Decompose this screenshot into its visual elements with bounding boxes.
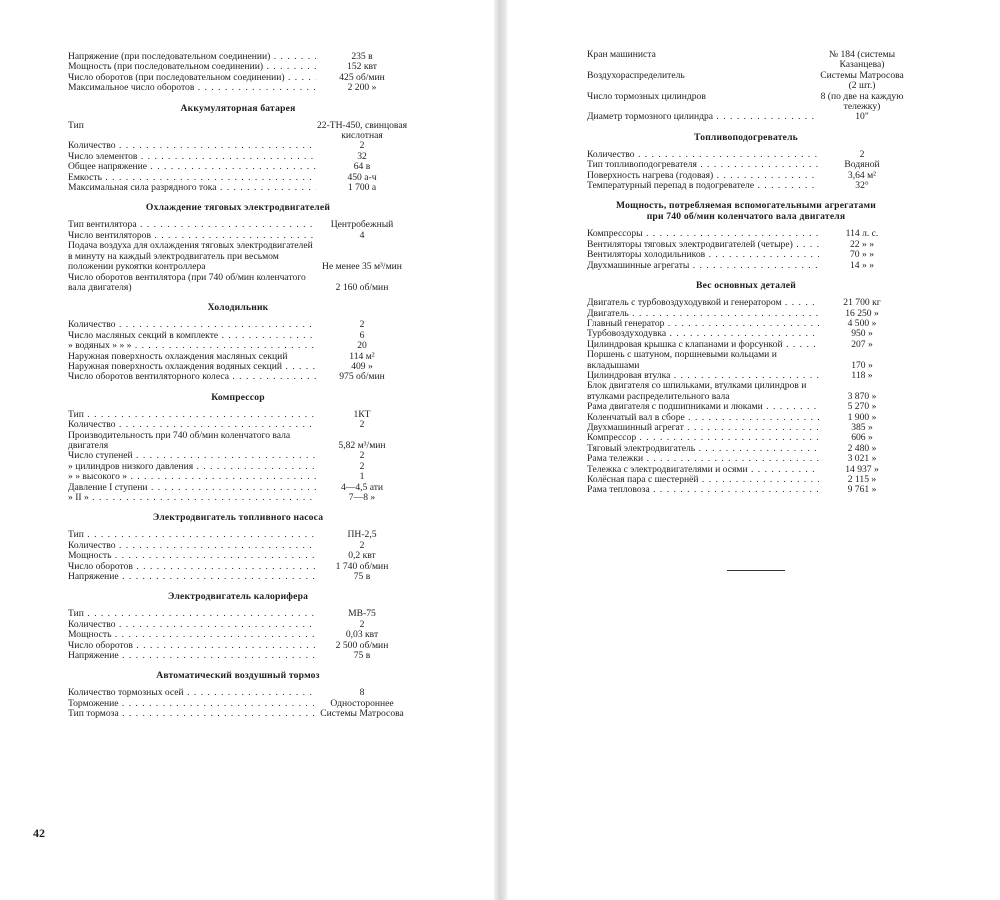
spec-value: Системы Матросова <box>320 708 404 720</box>
spec-label: Поршень с шатуном, поршневыми кольцами и вкладышами <box>587 349 777 371</box>
fuel-heater-specs-list <box>587 150 905 192</box>
spec-row <box>68 273 408 294</box>
spec-value: 0,2 квт <box>348 550 376 562</box>
spec-label: Рама тележки . . . <box>587 454 819 464</box>
spec-label: Колёсная пара с шестернёй . . . <box>587 475 819 485</box>
spec-label: Температурный перепад в подогревателе . . . <box>587 181 819 191</box>
heater-motor-specs-list <box>68 609 408 661</box>
spec-value: 4 500 » <box>847 317 877 329</box>
brake-equipment-list <box>587 50 905 123</box>
section-end-rule <box>727 570 785 571</box>
spec-value: 64 в <box>353 161 371 173</box>
spec-row <box>68 431 408 452</box>
spec-label: Компрессоры . . . <box>587 229 819 239</box>
spec-label: Мощность . . . <box>68 630 316 640</box>
section-heading-fuel-heater: Топливоподогреватель <box>694 131 798 143</box>
right-page <box>505 0 1000 900</box>
spec-value: 22-ТН-450, свинцовая кислотная <box>316 119 408 142</box>
spec-value: 21 700 кг <box>843 297 881 309</box>
spec-row <box>587 381 905 402</box>
spec-label: Число оборотов (при последовательном соединении) . . . <box>68 73 316 83</box>
spec-row <box>68 241 408 272</box>
spec-row <box>587 92 905 113</box>
spec-value: 4 <box>359 229 365 241</box>
spec-value: 152 квт <box>347 61 377 73</box>
spec-row <box>68 451 408 461</box>
spec-label: Тип вентилятора . . . <box>68 220 316 230</box>
spec-label: Тип тормоза . . . <box>68 709 316 719</box>
section-heading-pump-motor: Электродвигатель топливного насоса <box>152 512 324 524</box>
spec-value: 6 <box>359 329 365 341</box>
spec-value: 1 740 об/мин <box>335 560 389 572</box>
spec-value: 3,64 м² <box>847 169 877 181</box>
spec-label: Тип . . . <box>68 410 316 420</box>
spec-label: Вентиляторы тяговых электродвигателей (четыре) . . . <box>587 240 819 250</box>
spec-label: Воздухораспределитель <box>587 69 685 81</box>
spec-label: Максимальная сила разрядного тока . . . <box>68 183 316 193</box>
spec-value: 118 » <box>851 369 873 381</box>
spec-label: Число оборотов вентилятора (при 740 об/мин коленчатого вала двигателя) <box>68 271 306 293</box>
spec-row <box>587 181 905 191</box>
spec-value: 2 480 » <box>847 442 877 454</box>
section-heading-fridge: Холодильник <box>207 302 269 314</box>
spec-value: 2 500 об/мин <box>335 639 389 651</box>
spec-label: Количество . . . <box>68 320 316 330</box>
spec-value: 1 900 » <box>847 411 877 423</box>
spec-value: 3 021 » <box>847 453 877 465</box>
spec-value: 1КТ <box>353 408 371 420</box>
spec-label: Двухмашинные агрегаты . . . <box>587 261 819 271</box>
section-heading-line: Мощность, потребляемая вспомогательными агрегатами <box>616 200 876 212</box>
section-heading-cooling: Охлаждение тяговых электродвигателей <box>145 202 331 214</box>
spec-label: » » высокого » . . . <box>68 472 316 482</box>
spec-label: Двухмашинный агрегат . . . <box>587 423 819 433</box>
spec-row <box>587 50 905 71</box>
spec-value: 207 » <box>851 338 873 350</box>
compressor-specs-list <box>68 410 408 504</box>
spec-label: Число ступеней . . . <box>68 451 316 461</box>
spec-value: 10" <box>855 111 869 123</box>
spec-label: Число элементов . . . <box>68 152 316 162</box>
spec-label: Количество . . . <box>68 141 316 151</box>
section-heading-heater-motor: Электродвигатель калорифера <box>167 591 309 603</box>
spec-value: 606 » <box>851 432 873 444</box>
spec-value: 7—8 » <box>348 492 376 503</box>
spec-label: Кран машиниста <box>587 49 656 60</box>
spec-row <box>68 530 408 540</box>
spec-label: Тип . . . <box>68 530 316 540</box>
spec-value: 14 » » <box>850 259 874 271</box>
spec-value: 975 об/мин <box>339 371 385 383</box>
spec-value: 114 м² <box>349 350 375 362</box>
spec-value: 1 700 а <box>347 182 377 194</box>
spec-value: Одностороннее <box>330 697 394 709</box>
spec-label: Тип . . . <box>68 609 316 619</box>
spec-value: 75 в <box>353 571 371 583</box>
right-column <box>587 50 905 496</box>
spec-value: 2 <box>359 539 365 551</box>
spec-label: Двигатель . . . <box>587 309 819 319</box>
spec-value: 75 в <box>353 650 371 662</box>
spec-label: Диаметр тормозного цилиндра . . . <box>587 112 819 122</box>
spec-value: 1 <box>359 471 365 483</box>
spec-label: » II » . . . <box>68 493 316 503</box>
spec-label: Торможение . . . <box>68 699 316 709</box>
spec-value: 409 » <box>351 360 373 372</box>
spec-row <box>68 372 408 382</box>
spec-label: Наружная поверхность охлаждения водяных секций . . . <box>68 362 316 372</box>
spec-row <box>68 609 408 619</box>
spec-label: Коленчатый вал в сборе . . . <box>587 413 819 423</box>
spec-row <box>587 71 905 92</box>
spec-row <box>68 83 408 93</box>
spec-value: 2 <box>359 140 365 152</box>
spec-row <box>68 183 408 193</box>
spec-value: ПН-2,5 <box>347 529 377 541</box>
cooling-specs-list <box>68 220 408 293</box>
page-number: 42 <box>33 826 45 840</box>
spec-label: Число оборотов вентиляторного колеса . . . <box>68 372 316 382</box>
spec-label: Количество . . . <box>587 150 819 160</box>
spec-value: Водяной <box>844 159 880 171</box>
spec-label: Тележка с электродвигателями и осями . . . <box>587 465 819 475</box>
fridge-specs-list <box>68 320 408 382</box>
spec-value: 170 » <box>851 359 873 371</box>
spec-value: 70 » » <box>850 249 874 261</box>
spec-row <box>68 420 408 430</box>
spec-label: Число вентиляторов . . . <box>68 231 316 241</box>
spec-label: Подача воздуха для охлаждения тяговых электродвигателей в минуту на каждый электродвигатель при весьмом положении рукоятки контроллера <box>68 240 313 273</box>
spec-value: 2 200 » <box>347 82 377 94</box>
spec-value: 8 (по две на каждую тележку) <box>820 90 904 113</box>
spec-label: Максимальное число оборотов . . . <box>68 83 316 93</box>
spec-value: 114 л. с. <box>845 228 879 240</box>
spec-label: Напряжение . . . <box>68 572 316 582</box>
spec-label: Напряжение (при последовательном соединении) . . . <box>68 52 316 62</box>
spec-value: 32° <box>855 180 869 192</box>
spec-value: 2 115 » <box>847 474 877 485</box>
spec-value: Системы Матросова (2 шт.) <box>820 69 904 92</box>
spec-row <box>68 462 408 472</box>
spec-row <box>68 341 408 351</box>
spec-value: 235 в <box>351 51 373 62</box>
spec-label: Наружная поверхность охлаждения масляных секций <box>68 350 288 362</box>
section-heading-battery: Аккумуляторная батарея <box>180 102 296 114</box>
spec-value: 425 об/мин <box>339 71 385 83</box>
spec-row <box>587 350 905 371</box>
spec-label: Количество . . . <box>68 541 316 551</box>
spec-value: 4—4,5 ати <box>340 481 384 493</box>
spec-value: 3 870 » <box>847 390 877 402</box>
spec-value: 950 » <box>851 328 873 340</box>
spec-row <box>587 261 905 271</box>
spec-label: Число тормозных цилиндров <box>587 90 706 102</box>
spec-label: Тип топливоподогревателя . . . <box>587 160 819 170</box>
spec-row <box>68 572 408 582</box>
spec-value: № 184 (системы Казанцева) <box>828 49 896 71</box>
spec-value: 32 <box>357 150 367 162</box>
spec-label: Вентиляторы холодильников . . . <box>587 250 819 260</box>
spec-value: 5 270 » <box>847 401 877 413</box>
spec-label: Цилиндровая втулка . . . <box>587 371 819 381</box>
spec-label: Число масляных секций в комплекте . . . <box>68 331 316 341</box>
weights-specs-list <box>587 298 905 496</box>
spec-label: Количество тормозных осей . . . <box>68 688 316 698</box>
spec-label: Цилиндровая крышка с клапанами и форсункой . . . <box>587 340 819 350</box>
spec-label: Рама двигателя с подшипниками и люками . . . <box>587 402 819 412</box>
spec-row <box>68 320 408 330</box>
spec-value: 450 а-ч <box>347 171 377 183</box>
spec-value: 20 <box>357 340 367 352</box>
motor-specs-list <box>68 52 408 94</box>
spec-label: Общее напряжение . . . <box>68 162 316 172</box>
spec-row <box>68 410 408 420</box>
spec-row <box>68 651 408 661</box>
spec-value: 2 <box>359 319 365 331</box>
spec-value: Не менее 35 м³/мин <box>322 261 402 273</box>
spec-label: Напряжение . . . <box>68 651 316 661</box>
spec-value: 0,03 квт <box>345 629 379 641</box>
section-heading-brake: Автоматический воздушный тормоз <box>156 670 320 682</box>
spec-row <box>68 220 408 230</box>
spec-label: Мощность . . . <box>68 551 316 561</box>
spec-value: 2 160 об/мин <box>335 281 389 293</box>
spec-label: Двигатель с турбовоздуходувкой и генератором . . . <box>587 298 819 308</box>
spec-value: 2 <box>359 618 365 630</box>
spec-label: Емкость . . . <box>68 173 316 183</box>
spec-row <box>587 402 905 412</box>
section-heading-weights: Вес основных деталей <box>696 280 796 292</box>
left-column <box>68 52 408 720</box>
spec-value: 2 <box>359 419 365 431</box>
spec-label: » цилиндров низкого давления . . . <box>68 462 316 472</box>
battery-specs-list <box>68 121 408 194</box>
spec-row <box>587 112 905 122</box>
spec-row <box>68 121 408 142</box>
aux-power-specs-list <box>587 229 905 271</box>
spec-value: Центробежный <box>330 219 394 231</box>
left-page <box>0 0 490 900</box>
spec-label: Тип <box>68 119 84 131</box>
spec-label: Турбовоздуходувка . . . <box>587 329 819 339</box>
spec-label: Производительность при 740 об/мин коленчатого вала двигателя <box>68 429 291 451</box>
spec-row <box>587 298 905 308</box>
spec-row <box>587 485 905 495</box>
spec-label: Блок двигателя со шпильками, втулками цилиндров и втулками распределительного вала <box>587 380 807 402</box>
spec-label: Количество . . . <box>68 420 316 430</box>
spec-value: 9 761 » <box>847 484 877 496</box>
spec-value: 2 <box>859 148 865 160</box>
spec-value: 8 <box>359 687 365 699</box>
spec-row <box>68 493 408 503</box>
spec-label: » водяных » » » . . . <box>68 341 316 351</box>
spec-label: Давление I ступени . . . <box>68 483 316 493</box>
spec-value: МВ-75 <box>348 608 376 620</box>
spec-label: Тяговый электродвигатель . . . <box>587 444 819 454</box>
spec-value: 2 <box>359 460 365 472</box>
spec-label: Мощность (при последовательном соединении) . . . <box>68 62 316 72</box>
spec-label: Количество . . . <box>68 620 316 630</box>
spec-value: 22 » » <box>850 238 874 250</box>
spec-label: Главный генератор . . . <box>587 319 819 329</box>
spec-label: Рама тепловоза . . . <box>587 485 819 495</box>
section-heading-aux-power <box>587 200 905 222</box>
spec-value: 385 » <box>851 421 873 433</box>
section-heading-line: при 740 об/мин коленчатого вала двигателя <box>646 211 846 223</box>
pump-motor-specs-list <box>68 530 408 582</box>
spec-value: 2 <box>359 450 365 462</box>
spec-value: 14 937 » <box>845 463 879 475</box>
spec-label: Число оборотов . . . <box>68 641 316 651</box>
spec-value: 5,82 м³/мин <box>338 439 386 451</box>
spec-label: Поверхность нагрева (годовая) . . . <box>587 171 819 181</box>
brake-specs-list <box>68 688 408 719</box>
spec-row <box>68 709 408 719</box>
spec-label: Число оборотов . . . <box>68 562 316 572</box>
section-heading-compressor: Компрессор <box>211 391 265 403</box>
spec-label: Компрессор . . . <box>587 433 819 443</box>
spec-value: 16 250 » <box>845 307 879 319</box>
